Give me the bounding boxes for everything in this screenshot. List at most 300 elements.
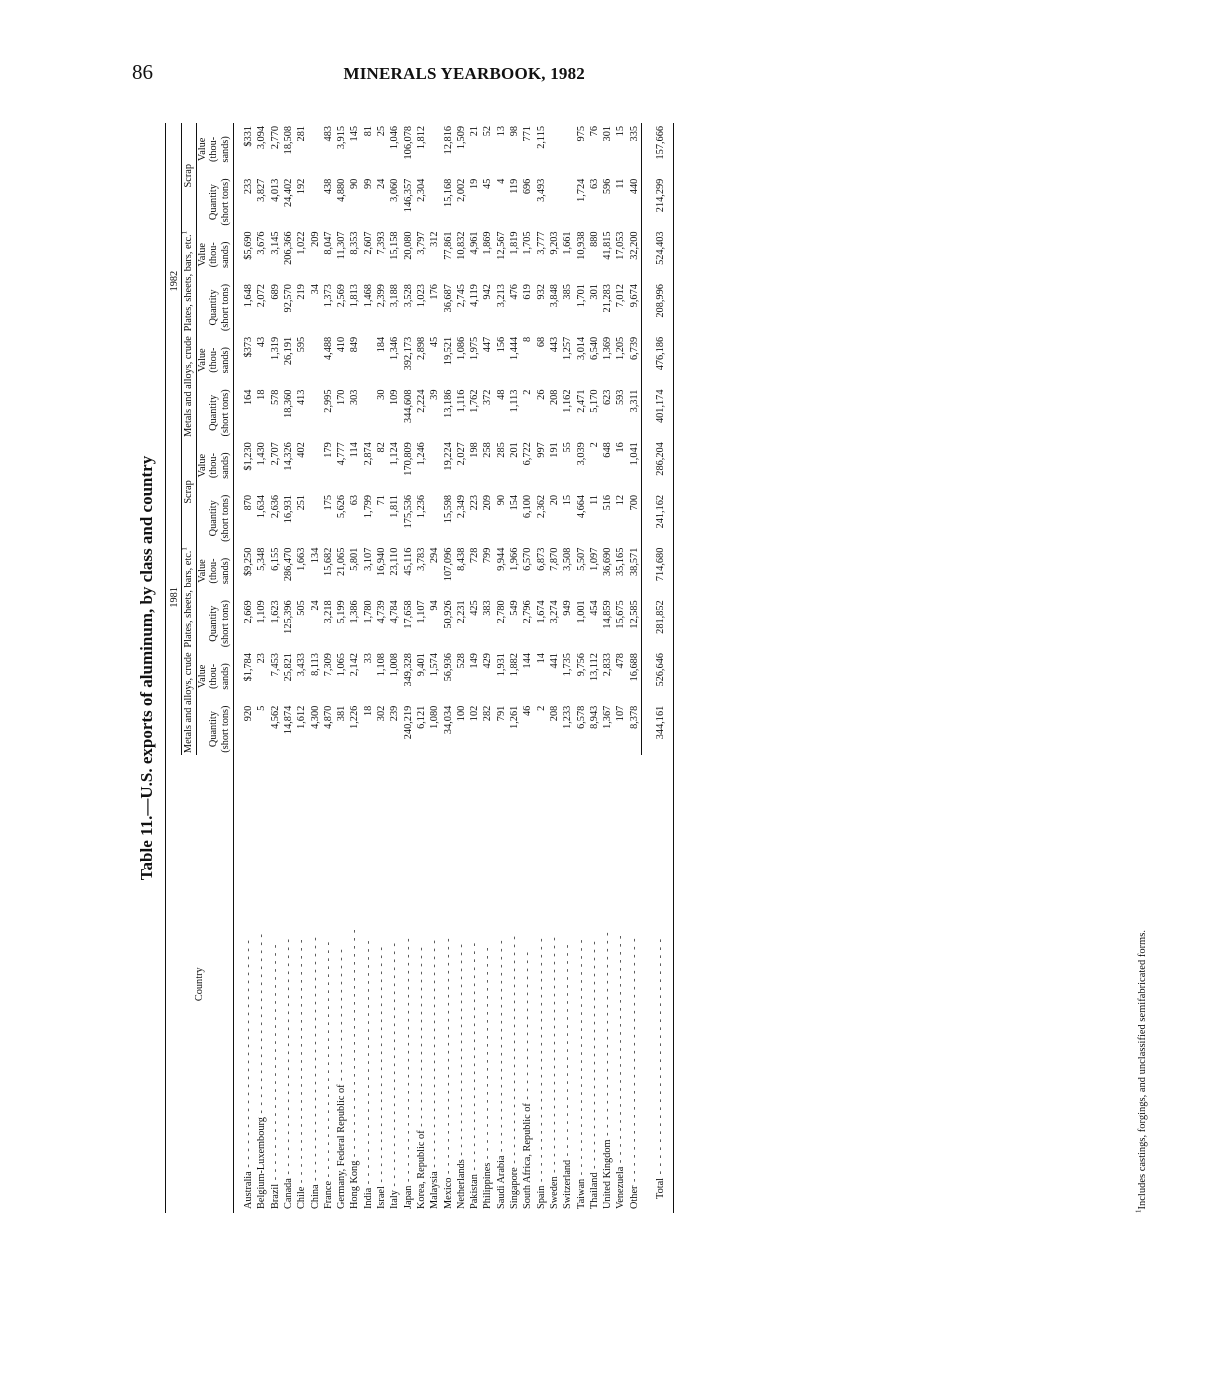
value-cell: 1,373: [322, 284, 334, 308]
value-cell: 1,724: [575, 178, 587, 202]
value-cell: 1,346: [389, 336, 401, 360]
value-cell: 26: [535, 389, 547, 400]
value-cell: 12,585: [628, 600, 640, 629]
value-cell: 175,536: [402, 494, 414, 529]
value-cell: 1,869: [482, 231, 494, 255]
value-cell: 52: [482, 126, 494, 137]
total-value-cell: 401,174: [642, 387, 674, 440]
quantity-subheader: Quantity (short tons): [196, 703, 234, 756]
value-cell: 45,116: [402, 547, 414, 576]
value-cell: 24: [309, 600, 321, 611]
value-cell: 9,401: [415, 653, 427, 677]
value-subheader: Value (thou- sands): [196, 545, 234, 598]
country-name: Saudi Arabia: [495, 1155, 507, 1209]
value-cell: 975: [575, 126, 587, 142]
value-cell: 92,570: [282, 284, 294, 313]
value-cell: 483: [322, 126, 334, 142]
value-cell: 8,378: [628, 705, 640, 729]
value-cell: 206,366: [282, 231, 294, 265]
country-name: Australia: [243, 1171, 255, 1209]
value-cell: 689: [269, 284, 281, 300]
value-cell: 233: [243, 178, 255, 195]
country-cell: [309, 755, 322, 1213]
value-cell: 12: [615, 494, 627, 506]
value-cell: 1,811: [389, 494, 401, 518]
table-title: Table 11.—U.S. exports of aluminum, by class and country: [137, 455, 156, 881]
value-cell: 25: [376, 126, 388, 137]
value-cell: 2: [522, 389, 534, 395]
total-value-cell: 157,666: [642, 123, 674, 176]
value-cell: 2: [535, 705, 547, 711]
group-header-label: Metals and alloys, crude: [183, 336, 195, 437]
group-header-label: Scrap: [183, 480, 195, 504]
value-cell: 15: [615, 126, 627, 137]
value-cell: 3,915: [336, 126, 348, 150]
value-cell: 1,086: [455, 336, 467, 360]
value-cell: 90: [495, 494, 507, 506]
value-cell: 98: [509, 126, 521, 137]
value-cell: 1,819: [509, 231, 521, 255]
value-cell: 56,936: [442, 653, 454, 682]
group-header: [182, 123, 196, 228]
value-cell: 15,158: [389, 231, 401, 260]
table-row: [234, 123, 256, 1213]
value-cell: 8,113: [309, 653, 321, 676]
value-cell: 3,274: [548, 600, 560, 624]
value-cell: 2,362: [535, 494, 547, 519]
value-cell: 46: [522, 705, 534, 717]
leader-dots: - - - - - - - - - - - - - - - - - - - - - - - - - - - - - -: [376, 946, 388, 1187]
table-row: [481, 123, 494, 1213]
value-cell: 1,046: [389, 126, 401, 150]
value-cell: 6,578: [575, 705, 587, 729]
country-cell: [255, 755, 268, 1213]
value-cell: 3,094: [256, 126, 268, 150]
total-value-cell: 208,996: [642, 281, 674, 334]
country-cell: [495, 755, 508, 1213]
total-value-cell: 241,162: [642, 492, 674, 545]
country-cell: [415, 755, 428, 1213]
value-cell: 2,072: [256, 284, 268, 308]
country-name: Korea, Republic of: [415, 1130, 427, 1209]
value-cell: 16,940: [376, 547, 388, 576]
value-cell: 849: [349, 336, 361, 353]
value-cell: 301: [588, 284, 600, 300]
table-row: [362, 123, 375, 1213]
value-cell: 100: [455, 705, 467, 722]
value-cell: 5,170: [588, 389, 600, 413]
value-cell: 595: [296, 336, 308, 353]
value-cell: 791: [495, 705, 507, 722]
value-cell: 208: [548, 389, 560, 405]
value-cell: 516: [602, 494, 614, 511]
total-label-cell: [642, 755, 674, 1213]
country-cell: [402, 755, 415, 1213]
table-row: [495, 123, 508, 1213]
leader-dots: - - - - - - - - - - - - - - - - - - - - - - - - - - - - - - -: [362, 939, 374, 1188]
value-cell: 1,813: [349, 284, 361, 308]
value-cell: 4,119: [469, 284, 481, 307]
quantity-subheader: Quantity (short tons): [196, 176, 234, 229]
group-header-label: Scrap: [183, 163, 195, 188]
value-cell: 9,203: [548, 231, 560, 255]
value-cell: 7,453: [269, 653, 281, 677]
value-cell: 45: [482, 178, 494, 190]
leader-dots: - - - - - - - - - - - - - - - - - - -: [522, 951, 534, 1104]
value-cell: 799: [482, 547, 494, 564]
value-cell: 2,636: [269, 494, 281, 519]
country-cell: [375, 755, 388, 1213]
value-cell: 505: [296, 600, 308, 616]
value-cell: 1,386: [349, 600, 361, 624]
value-cell: 372: [482, 389, 494, 405]
table-row: [388, 123, 401, 1213]
value-cell: 285: [495, 442, 507, 458]
value-cell: 3,039: [575, 442, 587, 466]
value-cell: 33: [362, 653, 374, 664]
table-row: [575, 123, 588, 1213]
quantity-subheader: Quantity (short tons): [196, 387, 234, 440]
country-name: Philippines: [482, 1162, 494, 1209]
value-cell: 1,661: [562, 231, 574, 255]
table-row: [628, 123, 642, 1213]
country-name: Singapore: [509, 1167, 521, 1209]
value-cell: 3,107: [362, 547, 374, 571]
total-value-cell: 476,186: [642, 334, 674, 387]
exports-table: [165, 123, 674, 1213]
value-cell: 3,827: [256, 178, 268, 202]
value-cell: 2,707: [269, 442, 281, 466]
value-cell: 1,109: [256, 600, 268, 624]
value-cell: 94: [429, 600, 441, 611]
value-subheader: Value (thou- sands): [196, 650, 234, 703]
value-cell: 2,780: [495, 600, 507, 624]
value-cell: [362, 387, 375, 440]
value-cell: 3,783: [415, 547, 427, 571]
value-cell: 2,142: [349, 653, 361, 677]
value-cell: 134: [309, 547, 321, 564]
value-cell: 18: [256, 389, 268, 400]
country-cell: [588, 755, 601, 1213]
value-cell: 119: [509, 178, 521, 194]
value-cell: 76: [588, 126, 600, 137]
value-cell: 1,065: [336, 653, 348, 677]
value-cell: 3,493: [535, 178, 547, 202]
value-cell: 301: [602, 126, 614, 142]
value-cell: 24,402: [282, 178, 294, 208]
value-cell: 90: [349, 178, 361, 190]
value-cell: 438: [322, 178, 334, 195]
value-cell: [309, 387, 322, 440]
group-header: [182, 228, 196, 333]
value-cell: 7,393: [376, 231, 388, 255]
value-cell: 1,931: [495, 653, 507, 677]
value-cell: 191: [548, 442, 560, 458]
value-cell: 476: [509, 284, 521, 300]
value-cell: [309, 123, 322, 176]
value-cell: 201: [509, 442, 521, 458]
value-cell: 443: [548, 336, 560, 353]
value-cell: 43: [256, 336, 268, 348]
country-name: Israel: [376, 1186, 388, 1209]
value-cell: 870: [243, 494, 255, 511]
value-cell: 9,674: [628, 284, 640, 308]
value-cell: 11,307: [336, 231, 348, 260]
value-cell: 3,311: [628, 389, 640, 413]
value-cell: 48: [495, 389, 507, 400]
value-cell: [548, 176, 561, 229]
table-row: [561, 123, 574, 1213]
value-cell: 3,014: [575, 336, 587, 360]
value-cell: 11: [588, 494, 600, 505]
value-cell: 302: [376, 705, 388, 722]
value-cell: 1,430: [256, 442, 268, 466]
value-cell: 9,944: [495, 547, 507, 571]
table-row: [601, 123, 614, 1213]
value-cell: 880: [588, 231, 600, 247]
value-cell: 4: [495, 178, 507, 184]
value-cell: 19,224: [442, 442, 454, 471]
value-cell: 2,669: [243, 600, 255, 624]
quantity-subheader: Quantity (short tons): [196, 492, 234, 545]
value-cell: 2,304: [415, 178, 427, 202]
value-cell: 5,348: [256, 547, 268, 571]
value-cell: 6,873: [535, 547, 547, 571]
value-cell: 2,874: [362, 442, 374, 466]
country-cell: [535, 755, 548, 1213]
value-cell: 20: [548, 494, 560, 506]
leader-dots: - - - - - - - - - - - - - - - - - - - - - - - - - - -: [562, 943, 574, 1160]
value-cell: 38,571: [628, 547, 640, 576]
leader-dots: - - - - - - - - - - - - - - - - -: [336, 948, 348, 1085]
value-cell: 2,471: [575, 389, 587, 413]
table-row: [614, 123, 627, 1213]
value-cell: 335: [628, 126, 640, 142]
value-cell: 15,598: [442, 494, 454, 524]
value-cell: 21,065: [336, 547, 348, 576]
value-cell: 7,012: [615, 284, 627, 308]
year-header-1981: 1981: [166, 439, 182, 755]
value-cell: 1,205: [615, 336, 627, 360]
value-cell: 109: [389, 389, 401, 405]
leader-dots: - - - - - - - - - - - - - - - - - - - - - - - - - - -: [482, 946, 494, 1163]
value-cell: 1,705: [522, 231, 534, 255]
leader-dots: - - - - - - - - - - - - - - - - - - - - - - - - - - - - - -: [548, 936, 560, 1177]
value-cell: $9,250: [243, 547, 255, 576]
country-name: Sweden: [548, 1176, 560, 1209]
table-row: [468, 123, 481, 1213]
value-cell: 1,233: [562, 705, 574, 729]
value-cell: 441: [548, 653, 560, 669]
value-cell: 9,756: [575, 653, 587, 677]
value-cell: 5: [256, 705, 268, 711]
country-name: Belgium-Luxembourg: [256, 1117, 268, 1209]
leader-dots: - - - - - - - - - - - - - - - - - - - - - - - - - - - - - -: [282, 938, 294, 1179]
value-cell: 4,870: [322, 705, 334, 729]
country-name: Canada: [282, 1178, 294, 1209]
value-cell: [561, 123, 574, 176]
table-row: [442, 123, 455, 1213]
total-row: [642, 123, 674, 1213]
value-cell: 2,349: [455, 494, 467, 519]
country-column-header: Country: [166, 755, 234, 1213]
country-cell: [548, 755, 561, 1213]
value-cell: 16,688: [628, 653, 640, 682]
leader-dots: - - - - - - - - - - - - - - - - - - - - - - - - - - - - -: [615, 934, 627, 1167]
value-cell: 16: [615, 442, 627, 453]
value-cell: 45: [429, 336, 441, 348]
value-cell: 1,509: [455, 126, 467, 150]
value-cell: 1,369: [602, 336, 614, 360]
country-name: Japan: [402, 1185, 414, 1209]
value-cell: 1,319: [269, 336, 281, 360]
value-cell: 1,762: [469, 389, 481, 413]
value-cell: 528: [455, 653, 467, 669]
value-cell: 6,570: [522, 547, 534, 571]
value-cell: 50,926: [442, 600, 454, 629]
footnote-mark: 1: [1134, 1209, 1143, 1213]
value-cell: 219: [296, 284, 308, 300]
value-cell: 5,199: [336, 600, 348, 624]
country-name: Italy: [389, 1190, 401, 1209]
value-cell: 15,168: [442, 178, 454, 208]
value-cell: 1,735: [562, 653, 574, 677]
total-value-cell: 714,680: [642, 545, 674, 598]
value-cell: 156: [495, 336, 507, 353]
value-cell: 623: [602, 389, 614, 405]
value-cell: 8,353: [349, 231, 361, 255]
value-cell: 18,508: [282, 126, 294, 155]
value-cell: 549: [509, 600, 521, 616]
value-cell: 1,023: [415, 284, 427, 308]
country-name: Netherlands: [455, 1159, 467, 1209]
leader-dots: - - - - - - - - - - - - - - - - - - - - - - - - - - - - - - -: [628, 937, 640, 1186]
value-cell: 2,224: [415, 389, 427, 413]
value-cell: 1,674: [535, 600, 547, 624]
value-cell: 385: [562, 284, 574, 300]
value-cell: 25,821: [282, 653, 294, 682]
value-cell: 2,995: [322, 389, 334, 413]
leader-dots: - - - - - - - - - - - - - - - - - - - - - - - - - - -: [455, 943, 467, 1160]
value-cell: 619: [522, 284, 534, 300]
value-cell: 3,188: [389, 284, 401, 308]
value-cell: 1,634: [256, 494, 268, 519]
value-cell: 175: [322, 494, 334, 511]
value-cell: $1,784: [243, 653, 255, 682]
value-cell: 2,399: [376, 284, 388, 308]
table-row: [322, 123, 335, 1213]
value-cell: 303: [349, 389, 361, 405]
table-row: [402, 123, 415, 1213]
total-value-cell: 524,403: [642, 228, 674, 281]
value-cell: 593: [615, 389, 627, 405]
value-cell: 21: [469, 126, 481, 137]
leader-dots: - - - - - - - - - - - - - - - - - - - - - - - - - - - - -: [243, 939, 255, 1172]
country-name: Taiwan: [575, 1178, 587, 1209]
value-cell: 107,096: [442, 547, 454, 582]
leader-dots: - - - - - - - - - - - - - - - - - - - - - - - - - - - - - - -: [535, 937, 547, 1186]
value-cell: 1,975: [469, 336, 481, 360]
table-row: [521, 123, 534, 1213]
value-cell: 1,107: [415, 600, 427, 624]
value-cell: 1,367: [602, 705, 614, 729]
leader-dots: - - - - - - - - - - - - - - - - - - - - - - - - - - - - -: [429, 939, 441, 1172]
table-block: [137, 123, 1148, 1213]
country-cell: [322, 755, 335, 1213]
country-name: Malaysia: [429, 1171, 441, 1209]
leader-dots: - - - - - - - - - - - - - - - - - - - - - - - - - - - - - -: [442, 937, 454, 1178]
value-cell: 179: [322, 442, 334, 458]
value-cell: 4,880: [336, 178, 348, 202]
value-cell: 7,870: [548, 547, 560, 571]
value-cell: 3,797: [415, 231, 427, 255]
value-cell: 949: [562, 600, 574, 616]
leader-dots: - - - - - - - - - - - - - - - - - - - - - - - - - - -: [495, 939, 507, 1156]
value-cell: 383: [482, 600, 494, 616]
value-cell: 8: [522, 336, 534, 342]
value-cell: [309, 492, 322, 545]
value-cell: 392,173: [402, 336, 414, 371]
country-cell: [348, 755, 361, 1213]
table-row: [295, 123, 308, 1213]
value-cell: 6,540: [588, 336, 600, 360]
value-cell: 1,022: [296, 231, 308, 255]
country-cell: [335, 755, 348, 1213]
value-cell: 1,116: [455, 389, 467, 413]
value-cell: 1,444: [509, 336, 521, 360]
footnote-text: Includes castings, forgings, and unclassified semifabricated forms.: [1137, 930, 1148, 1210]
value-cell: 1,663: [296, 547, 308, 571]
value-cell: 14,326: [282, 442, 294, 471]
value-cell: 71: [376, 494, 388, 506]
value-cell: 12,567: [495, 231, 507, 260]
value-cell: 15: [562, 494, 574, 506]
leader-dots: - - - - - - - - - - - - - - - - - - - - - - - - - - - - - -: [322, 940, 334, 1181]
country-cell: [508, 755, 521, 1213]
value-cell: 34: [309, 284, 321, 295]
value-cell: 578: [269, 389, 281, 405]
value-cell: 239: [389, 705, 401, 722]
value-cell: 2: [588, 442, 600, 448]
value-cell: 8,943: [588, 705, 600, 729]
value-cell: 209: [309, 231, 321, 247]
value-cell: 2,569: [336, 284, 348, 308]
value-cell: 30: [376, 389, 388, 400]
value-cell: 4,664: [575, 494, 587, 519]
country-cell: [561, 755, 574, 1213]
value-subheader: Value (thou- sands): [196, 439, 234, 492]
value-cell: 14,859: [602, 600, 614, 629]
value-cell: 381: [336, 705, 348, 722]
value-cell: 3,848: [548, 284, 560, 308]
value-cell: 6,155: [269, 547, 281, 571]
country-name: South Africa, Republic of: [522, 1103, 534, 1209]
value-cell: 3,777: [535, 231, 547, 255]
value-cell: 2,796: [522, 600, 534, 624]
value-cell: 15,675: [615, 600, 627, 629]
table-row: [309, 123, 322, 1213]
value-cell: 3,676: [256, 231, 268, 255]
value-cell: 125,396: [282, 600, 294, 634]
value-cell: 1,648: [243, 284, 255, 308]
table-row: [348, 123, 361, 1213]
country-name: Pakistan: [469, 1174, 481, 1209]
value-cell: 997: [535, 442, 547, 458]
value-cell: 192: [296, 178, 308, 195]
value-cell: [309, 176, 322, 229]
value-cell: 696: [522, 178, 534, 195]
value-cell: 21,283: [602, 284, 614, 313]
